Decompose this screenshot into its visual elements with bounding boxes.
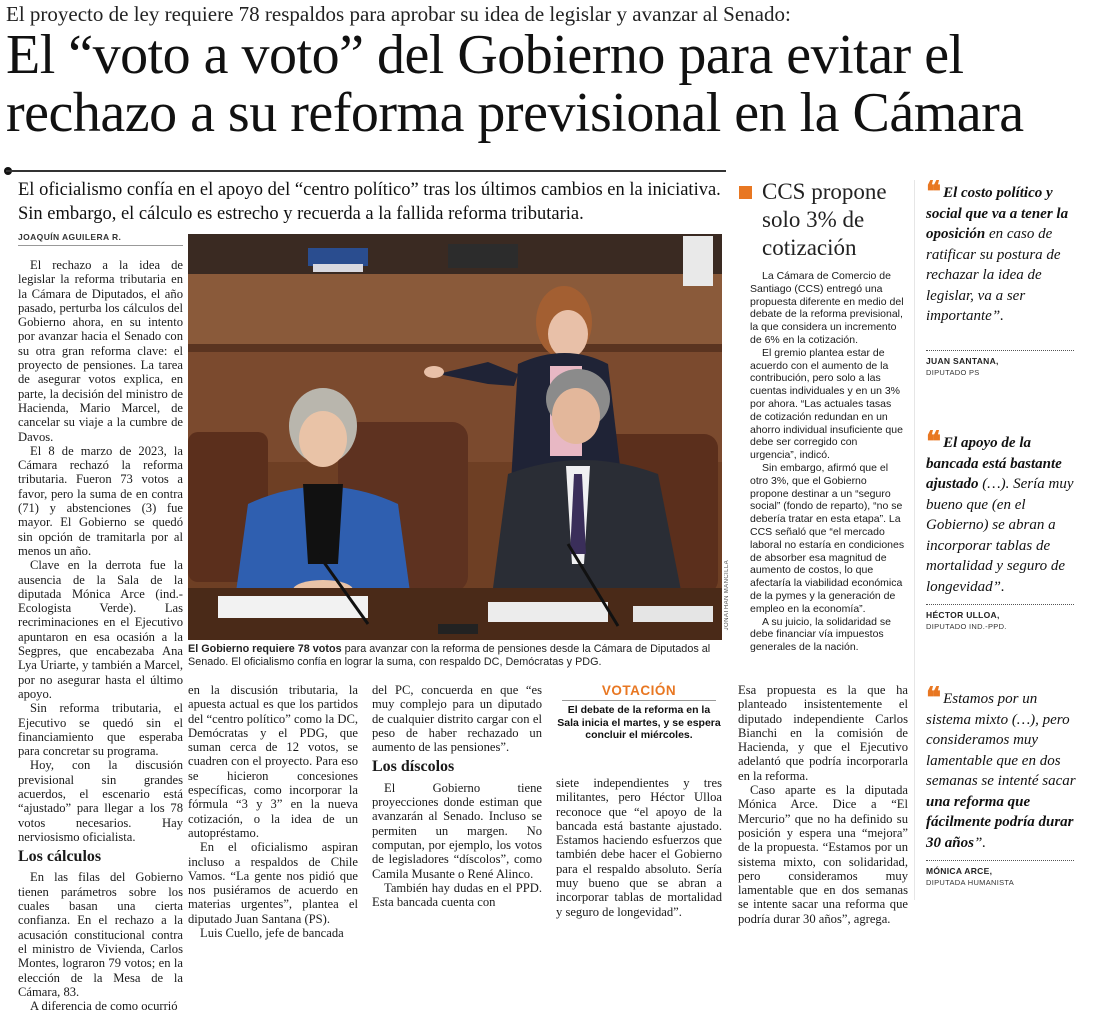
quote-author-role: DIPUTADO PS [926,368,980,377]
quote-author: HÉCTOR ULLOA, [926,610,1000,620]
quote-santana [926,175,1076,327]
paragraph: Caso aparte es la diputada Mónica Arce. Dice a “El Mercurio” que no ha definido su posición y espera una “mejora” de la propuesta. “Estamos por un sistema mixto, con solidaridad, pero consideramos muy lamentable que en dos semanas se intente sacar una reforma que podría durar 30 años”, agrega. [738,783,908,926]
quote-rule [926,860,1074,861]
paragraph: siete independientes y tres militantes, pero Héctor Ulloa reconoce que “el apoyo de la bancada está bastante ajustado. Estamos haciendo esfuerzos que también debe hacer el Gobierno para el respaldo absoluto. Sería muy bueno que se abran a incorporar tablas de mortalidad y seguro de longevidad”. [556,776,722,919]
paragraph: A diferencia de como ocurrió [30,999,178,1013]
votacion-text: El debate de la reforma en la Sala inicia el martes, y se espera concluir el miércoles. [557,704,721,741]
quote-emphasis: El costo político y social que va a tener la oposición [926,185,1069,242]
quote-mark-icon: ❝ [926,175,938,208]
subheading-calculos: Los cálculos [18,848,102,866]
quote-mark-icon: ❝ [926,681,938,714]
quote-rule [926,350,1074,351]
paragraph: El 8 de marzo de 2023, la Cámara rechazó la reforma tributaria. Fueron 73 votos a favor, pero la suma de en contra (71) y abstenciones (3) fue mayor. El Gobierno se quedó sin opción de tramitarla por al menos un año. [18,443,183,558]
paragraph: Sin reforma tributaria, el Ejecutivo se quedó sin el financiamiento que esperaba para concretar su programa. [18,701,183,759]
quote-mark-icon: ❝ [926,425,938,458]
caption-lead: El Gobierno requiere 78 votos [188,643,342,655]
quote-text: (…). Sería muy bueno que (en el Gobierno) se abran a incorporar tablas de mortalidad y seguro de longevidad [926,476,1074,595]
quote-author: MÓNICA ARCE, [926,866,993,876]
quote-arce [926,681,1076,853]
quote-text: Estamos por un sistema mixto (…), pero consideramos muy lamentable que en dos semanas se intenté sacar [926,691,1076,789]
subheading-discolos: Los díscolos [372,758,455,776]
paragraph: El Gobierno tiene proyecciones donde estiman que avanzarán al Senado. Incluso se permiten un margen. No computan, por ejemplo, los votos de legisladores “díscolos”, como Camila Musante o René Alinco. [372,780,542,881]
quote-close: ”. [991,308,1004,324]
column-5 [738,683,908,926]
byline: JOAQUÍN AGUILERA R. [18,232,122,242]
paragraph: En las filas del Gobierno tienen parámetros sobre los cuales basan una cierta confianza. En el rechazo a la acusación constitucional contra el ministro de Vivienda, Carlos Montes, lograron 79 votos; en la elección de la Mesa de la Cámara, 83. [18,870,183,999]
quote-emphasis: El apoyo de la bancada está bastante ajustado [926,435,1062,492]
paragraph: El rechazo a la idea de legislar la reforma tributaria en la Cámara de Diputados, el año pasado, perturba los cálculos del Gobierno ahora, en su intento por avanzar hacia el Senado con su otra gran reforma clave: el proyecto de pensiones. La tarea de asegurar votos explica, en parte, la decisión del ministro de Hacienda, Mario Marcel, de cancelar su viaje a la cumbre de Davos. [18,258,183,444]
headline-rule [6,170,726,172]
quote-ulloa [926,425,1076,597]
sidebar-title: CCS propone solo 3% de cotización [762,179,887,260]
votacion-title: VOTACIÓN [601,683,677,698]
paragraph: La Cámara de Comercio de Santiago (CCS) entregó una propuesta diferente en medio del debate de la reforma previsional, la que considera un incremento de 6% en la cotización. [750,270,904,346]
article-headline: El “voto a voto” del Gobierno para evitar el rechazo a su reforma previsional en la Cámara [6,24,1024,144]
quote-emphasis: una reforma que fácilmente podría durar 30 años [926,793,1074,851]
quote-close: ”. [992,578,1005,595]
photo-illustration [188,234,722,640]
paragraph: También hay dudas en el PPD. Esta bancada cuenta con [372,880,542,910]
paragraph: A su juicio, la solidaridad se debe financiar vía impuestos generales de la nación. [750,615,891,654]
paragraph: Sin embargo, afirmó que el otro 3%, que el Gobierno propone destinar a un “seguro social” (fondo de reparto), “no se debería tratar en esta etapa”. La CCS señaló que “el mercado laboral no estaría en condiciones de absorber esa magnitud de aumento de costos, lo que afectaría la viabilidad económica de la pymes y la generación de empleo en la economía”. [750,461,905,615]
paragraph: El gremio plantea estar de acuerdo con el aumento de la contribución, pero solo a las cuentas individuales y en un 3% por ahora. “Las actuales tasas de cotización redundan en un ahorro individual insuficiente que debe ser corregido con urgencia”, indicó. [750,346,903,462]
article-kicker: El proyecto de ley requiere 78 respaldos para aprobar su idea de legislar y avanzar al Senado: [6,2,791,26]
column-1 [18,258,183,1013]
votacion-rule [562,700,716,701]
quote-close: ”. [973,834,987,851]
sidebar-square-icon [739,186,752,199]
byline-rule [18,245,183,246]
paragraph: Luis Cuello, jefe de bancada [200,926,344,941]
column-3 [372,683,542,909]
paragraph: Esa propuesta es la que ha planteado insistentemente el diputado independiente Carlos Bianchi en la comisión de Hacienda, y que el Ejecutivo adelantó que podría incorporarla en la reforma. [738,683,908,783]
paragraph: Clave en la derrota fue la ausencia de la Sala de la diputada Mónica Arce (ind.-Ecologista Verde). Las recriminaciones en el Ejecutivo apuntaron en esa ocasión a la Segpres, que encabezaba Ana Lya Uriarte, y también a Marcel, por no asegurar hasta el último apoyo. [18,558,183,701]
column-separator [914,180,915,900]
quote-author-role: DIPUTADO IND.-PPD. [926,622,1007,631]
quote-author-role: DIPUTADA HUMANISTA [926,878,1015,887]
sidebar-body [750,270,905,654]
paragraph: Hoy, con la discusión previsional sin grandes acuerdos, el escenario está “ajustado” para llegar a los 78 votos necesarios. Hay nerviosismo oficialista. [18,758,183,844]
article-photo [188,234,722,640]
quote-text: en caso de ratificar su postura de rechazar la idea de legislar, va a ser importante [926,226,1061,324]
votacion-box [556,683,722,745]
article-deck: El oficialismo confía en el apoyo del “centro político” tras los últimos cambios en la iniciativa. Sin embargo, el cálculo es estrecho y recuerda a la fallida reforma tributaria. [18,180,721,224]
paragraph: en la discusión tributaria, la apuesta actual es que los partidos del “centro político” como la DC, Demócratas y el PDG, que suman cerca de 12 votos, se cuadren con el proyecto. Para eso se hicieron concesiones específicas, como incorporar la fórmula “3 y 3” en la nueva cotización, o la idea de un autopréstamo. [188,683,358,840]
paragraph: del PC, concuerda en que “es muy complejo para un diputado de cualquier distrito cargar con el peso de haber rechazado un aumento de las pensiones”. [372,683,542,755]
caption-text: para avanzar con la reforma de pensiones desde la Cámara de Diputados al Senado. El oficialismo confía en lograr la suma, con respaldo DC, Demócratas y PDG. [188,643,711,668]
column-2 [188,683,358,940]
paragraph: En el oficialismo aspiran incluso a respaldos de Chile Vamos. “La gente nos pidió que nos pusiéramos de acuerdo en materias urgentes”, plantea el diputado Juan Santana (PS). [188,840,358,926]
quote-author: JUAN SANTANA, [926,356,999,366]
quote-rule [926,604,1074,605]
photo-credit: JONATHAN MANCILLA [724,560,730,631]
column-4 [556,776,722,919]
photo-caption [188,643,722,669]
